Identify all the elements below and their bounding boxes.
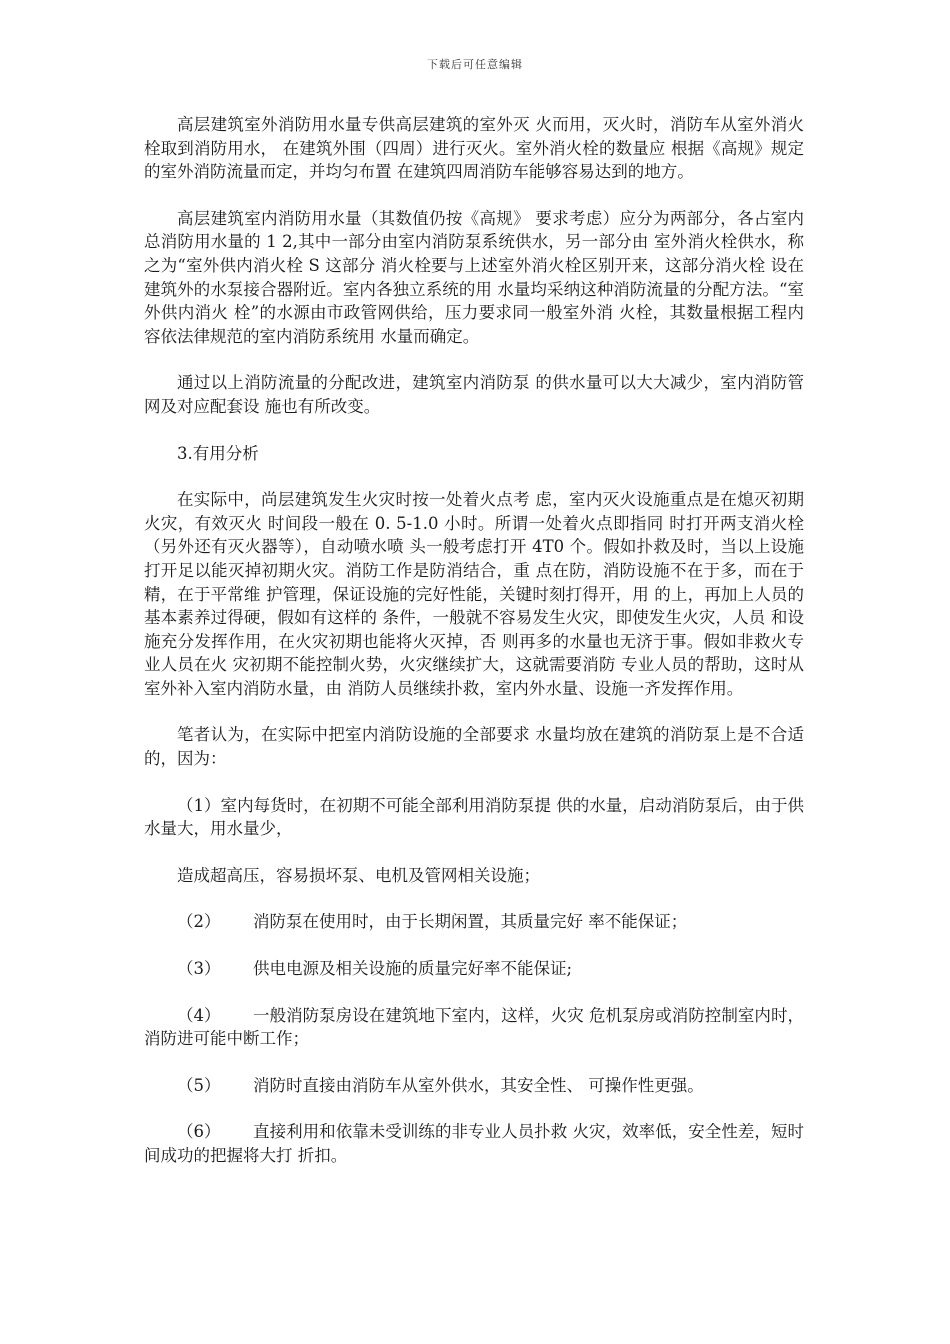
list-item-number: （2） — [177, 912, 221, 932]
list-item-number: （4） — [177, 1005, 221, 1025]
list-item-number: （3） — [177, 959, 221, 979]
list-item-1: （1）室内每货时，在初期不可能全部利用消防泵提 供的水量，启动消防泵后，由于供水量大，用水量少， — [144, 795, 804, 839]
list-item-2 — [144, 910, 804, 934]
list-item-number: （6） — [177, 1122, 221, 1142]
list-item-text: 一般消防泵房设在建筑地下室内，这样，火灾 危机泵房或消防控制室内时，消防进可能中断工作； — [144, 1005, 804, 1049]
list-item-text: 直接利用和依靠未受训练的非专业人员扑救 火灾，效率低，安全性差，短时间成功的把握将大打 折扣。 — [144, 1122, 804, 1165]
paragraph-flow-improvement: 通过以上消防流量的分配改进，建筑室内消防泵 的供水量可以大大减少，室内消防管网及对应配套设 施也有所改变。 — [144, 373, 804, 416]
page-header: 下载后可任意编辑 — [427, 58, 523, 71]
paragraph-outdoor-water: 高层建筑室外消防用水量专供高层建筑的室外灭 火而用，灭火时，消防车从室外消火栓取到消防用水， 在建筑外围（四周）进行灭火。室外消火栓的数量应 根据《高规》规定的室外消防流量而定，并均匀布置 在建筑四周消防车能够容易达到的地方。 — [144, 115, 804, 182]
list-item-4 — [144, 1004, 804, 1051]
document-body — [144, 113, 804, 1191]
list-item-text: 供电电源及相关设施的质量完好率不能保证; — [253, 959, 573, 979]
list-item-3 — [144, 957, 804, 981]
section-heading-analysis: 3.有用分析 — [177, 443, 259, 463]
paragraph-author-opinion: 笔者认为，在实际中把室内消防设施的全部要求 水量均放在建筑的消防泵上是不合适的，因为： — [144, 725, 804, 769]
paragraph-indoor-water: 高层建筑室内消防用水量（其数值仍按《高规》 要求考虑）应分为两部分，各占室内总消防用水量的 1 2,其中一部分由室内消防泵系统供水，另一部分由 室外消火栓供水，称之为“室外供内消火栓 S 这部分 消火栓要与上述室外消火栓区别开来，这部分消火栓 设在建筑外的水泵接合器附近。室内各独立系统的用 水量均采纳这种消防流量的分配方法。“室外供内消火 栓”的水源由市政管网供给，压力要求同一般室外消 火栓，其数量根据工程内容依法律规范的室内消防系统用 水量而确定。 — [144, 208, 804, 346]
paragraph-practice: 在实际中，尚层建筑发生火灾时按一处着火点考 虑，室内灭火设施重点是在熄灭初期火灾，有效灭火 时间段一般在 0. 5-1.0 小时。所谓一处着火点即指同 时打开两支消火栓（另外还有灭火器等），自动喷水喷 头一般考虑打开 4T0 个。假如扑救及时，当以上设施 打开足以能灭掉初期火灾。消防工作是防消结合，重 点在防，消防设施不在于多，而在于精，在于平常维 护管理，保证设施的完好性能，关键时刻打得开，用 的上，再加上人员的基本素养过得硬，假如有这样的 条件，一般就不容易发生火灾，即使发生火灾，人员 和设施充分发挥作用，在火灾初期也能将火灭掉，否 则再多的水量也无济于事。假如非救火专业人员在火 灾初期不能控制火势，火灾继续扩大，这就需要消防 专业人员的帮助，这时从室外补入室内消防水量，由 消防人员继续扑救，室内外水量、设施一齐发挥作用。 — [144, 490, 804, 698]
list-item-6 — [144, 1120, 804, 1167]
list-item-5 — [144, 1074, 804, 1098]
list-item-number: （5） — [177, 1075, 221, 1095]
list-item-text: 消防泵在使用时，由于长期闲置，其质量完好 率不能保证； — [253, 912, 688, 932]
list-item-text: 消防时直接由消防车从室外供水，其安全性、 可操作性更强。 — [253, 1075, 704, 1095]
paragraph-overpressure: 造成超高压，容易损坏泵、电机及管网相关设施； — [177, 865, 540, 885]
